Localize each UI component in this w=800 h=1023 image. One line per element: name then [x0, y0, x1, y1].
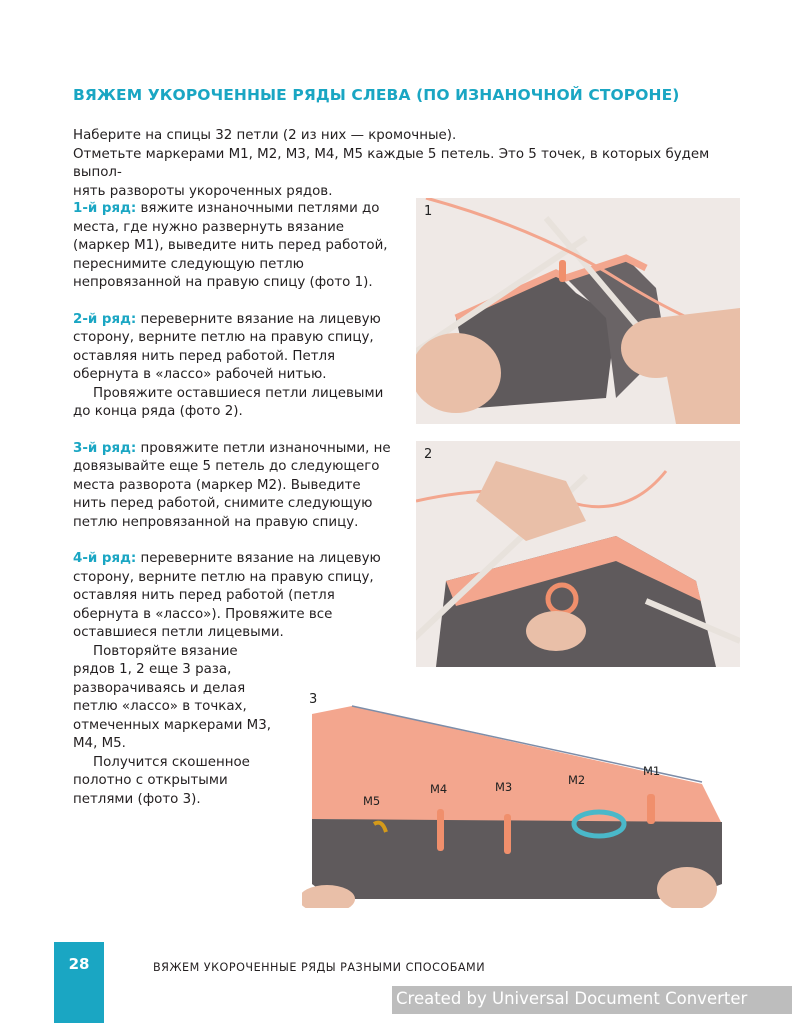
marker-label-m2: M2 [568, 773, 586, 787]
step-row-1 [73, 200, 398, 293]
step-label: 3-й ряд: [73, 440, 137, 456]
page-number: 28 [68, 955, 90, 973]
step-label: 1-й ряд: [73, 201, 137, 216]
step-row-4 [73, 550, 398, 643]
marker-label-m5: M5 [363, 794, 381, 808]
section-title: ВЯЖЕМ УКОРОЧЕННЫЕ РЯДЫ СЛЕВА (ПО ИЗНАНОЧНОЙ СТОРОНЕ) [73, 86, 680, 104]
result-paragraph: Получится скошенное полотно с открытыми петлями (фото 3). [73, 754, 250, 807]
photo-3 [302, 684, 740, 908]
step-label: 2-й ряд: [73, 311, 137, 327]
watermark-text: Created by Universal Document Converter [396, 989, 748, 1008]
photo-number: 1 [424, 204, 433, 219]
running-title: ВЯЖЕМ УКОРОЧЕННЫЕ РЯДЫ РАЗНЫМИ СПОСОБАМИ [153, 961, 486, 974]
step-text: переверните вязание на лицевую сторону, верните петлю на правую спицу, оставляя нить перед работой. Петля обернута в «лассо» рабочей нитью. [73, 311, 381, 382]
intro-line: нять развороты укороченных рядов. [73, 183, 333, 199]
photo-number: 3 [309, 692, 318, 707]
step-text: провяжите петли изнаночными, не довязывайте еще 5 петель до следующего места разворота (маркер М2). Выведите нить перед работой, снимите следующую петлю непровязанной на правую спицу. [73, 440, 391, 530]
marker-label-m4: M4 [430, 782, 448, 796]
step-label: 4-й ряд: [73, 551, 137, 566]
watermark-banner [392, 986, 792, 1014]
intro-paragraph [73, 127, 743, 201]
step-row-2-continued: Провяжите оставшиеся петли лицевыми до конца ряда (фото 2). [73, 385, 384, 419]
repeat-paragraph: Повторяйте вязание рядов 1, 2 еще 3 раза, разворачиваясь и делая петлю «лассо» в точках, отмеченных маркерами М3, М4, М5. [73, 643, 271, 751]
step-text: вяжите изнаночными петлями до места, где нужно развернуть вязание (маркер М1), выведите нить перед работой, переснимите следующую петлю непровязанной на правую спицу (фото 1). [73, 201, 388, 290]
step-row-2 [73, 311, 398, 385]
page-number-block [54, 942, 104, 1023]
photo-2 [416, 441, 740, 667]
step-row-3 [73, 440, 398, 533]
photo-number: 2 [424, 447, 433, 462]
marker-label-m3: M3 [495, 780, 513, 794]
photo-1 [416, 198, 740, 424]
marker-label-m1: M1 [643, 764, 661, 778]
intro-line: Наберите на спицы 32 петли (2 из них — кромочные). [73, 128, 457, 143]
intro-line: Отметьте маркерами М1, М2, М3, М4, М5 каждые 5 петель. Это 5 точек, в которых будем выпол- [73, 146, 710, 180]
step-text: переверните вязание на лицевую сторону, верните петлю на правую спицу, оставляя нить перед работой (петля обернута в «лассо»). Провяжите все оставшиеся петли лицевыми. [73, 551, 381, 640]
